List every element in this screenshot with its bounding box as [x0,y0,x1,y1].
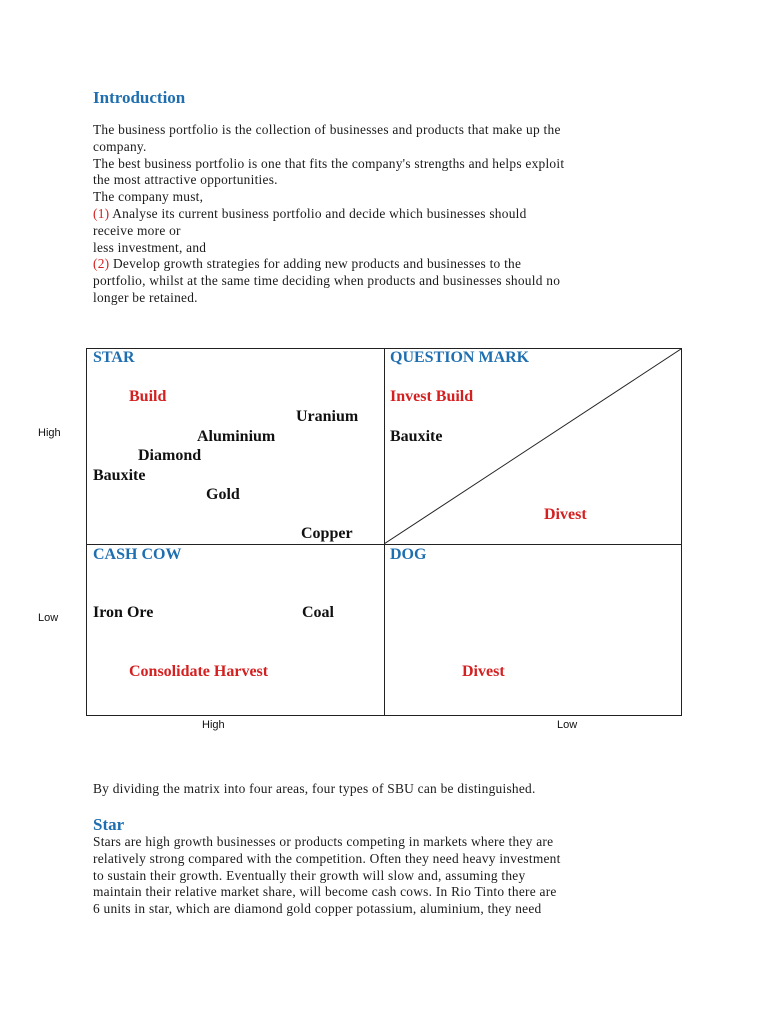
text-line: maintain their relative market share, will become cash cows. In Rio Tinto there are [93,884,557,900]
text-line: company. [93,138,147,154]
text-line: to sustain their growth. Eventually their growth will slow and, assuming they [93,867,526,883]
star-item-aluminium: Aluminium [197,428,276,445]
x-axis-high-label: High [202,719,225,731]
intro-heading: Introduction [93,88,186,107]
question-mark-action-bottom: Divest [544,506,587,523]
cash-cow-title: CASH COW [93,546,182,563]
dog-action: Divest [462,663,505,680]
intro-paragraph [93,122,683,307]
bcg-matrix [86,348,682,716]
text-line: the most attractive opportunities. [93,172,278,188]
text-line: receive more or [93,222,181,238]
text-line: portfolio, whilst at the same time deciding when products and businesses should no [93,273,561,289]
after-matrix-text: By dividing the matrix into four areas, four types of SBU can be distinguished. [93,781,536,796]
text-line: less investment, and [93,239,207,255]
star-item-bauxite: Bauxite [93,467,146,484]
star-item-uranium: Uranium [296,408,359,425]
cash-cow-item-coal: Coal [302,604,334,621]
star-section-paragraph [93,834,683,918]
dog-title: DOG [390,546,427,563]
question-mark-diagonal [384,349,682,545]
cash-cow-item-iron-ore: Iron Ore [93,604,154,621]
list-item-1 [93,206,683,223]
cash-cow-action: Consolidate Harvest [129,663,269,680]
y-axis-high-label: High [38,427,61,439]
text-line: The company must, [93,189,204,205]
item-text: Develop growth strategies for adding new products and businesses to the [109,256,522,272]
item-number: (2) [93,256,110,272]
text-line: relatively strong compared with the competition. Often they need heavy investment [93,850,561,866]
text-line: The best business portfolio is one that fits the company's strengths and helps exploit [93,155,565,171]
item-text: Analyse its current business portfolio and decide which businesses should [109,205,527,221]
list-item-2 [93,256,683,273]
text-line: Stars are high growth businesses or products competing in markets where they are [93,834,554,849]
item-number: (1) [93,205,110,221]
star-action: Build [129,388,167,405]
text-line: longer be retained. [93,289,198,305]
star-item-diamond: Diamond [138,447,202,464]
star-title: STAR [93,349,135,366]
star-section-heading: Star [93,815,125,834]
text-line: The business portfolio is the collection of businesses and products that make up the [93,122,561,137]
question-mark-action-top: Invest Build [390,388,474,405]
text-line: 6 units in star, which are diamond gold copper potassium, aluminium, they need [93,901,542,917]
star-item-gold: Gold [206,486,240,503]
x-axis-low-label: Low [557,719,578,731]
y-axis-low-label: Low [38,612,59,624]
question-mark-title: QUESTION MARK [390,349,530,366]
question-mark-item-bauxite: Bauxite [390,428,443,445]
star-item-copper: Copper [301,525,353,542]
